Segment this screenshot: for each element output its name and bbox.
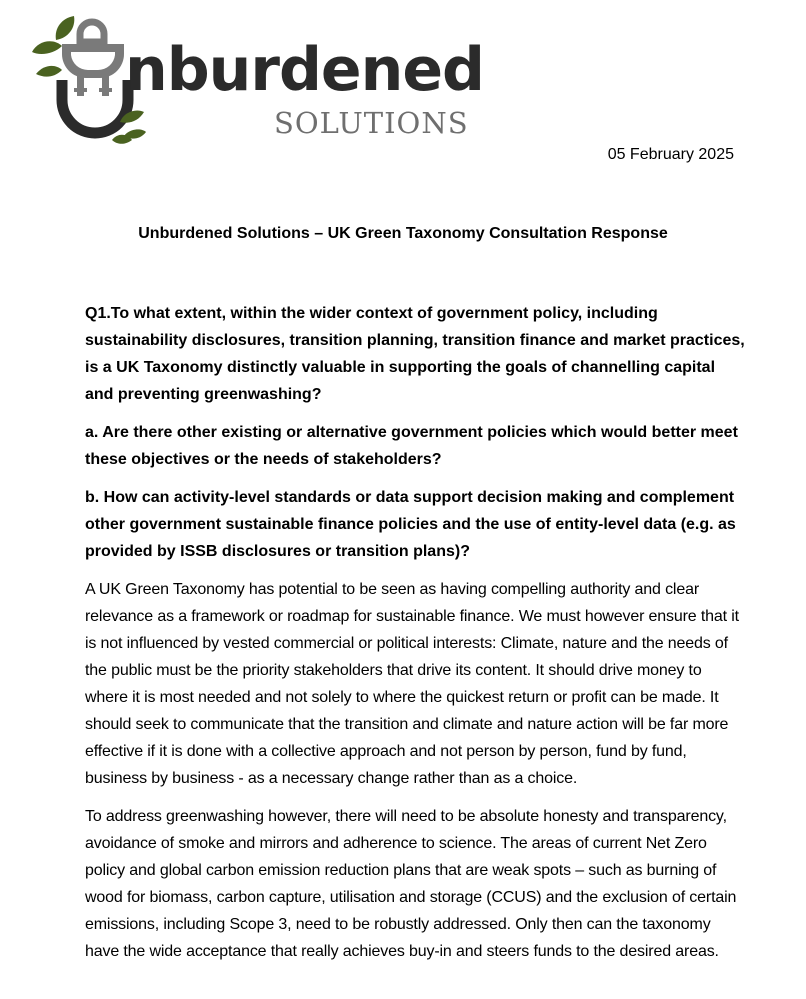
logo-subtitle: SOLUTIONS <box>274 106 469 140</box>
response-paragraph: To address greenwashing however, there will need to be absolute honesty and transparency, avoidance of smoke and mirrors and adherence to science. The areas of current Net Zero policy and global carbon emission reduction plans that are weak spots – such as burning of wood for biomass, carbon capture, utilisation and storage (CCUS) and the exclusion of certain emissions, including Scope 3, need to be robustly addressed. Only then can the taxonomy have the wide acceptance that really achieves buy-in and steers funds to the desired areas. <box>85 808 737 960</box>
question-a: a. Are there other existing or alternative government policies which would better meet these objectives or the needs of stakeholders? <box>85 424 738 468</box>
question-q1: Q1.To what extent, within the wider context of government policy, including sustainability disclosures, transition planning, transition finance and market practices, is a UK Taxonomy distinctly valuable in supporting the goals of channelling capital and preventing greenwashing? <box>85 305 745 403</box>
document-date: 05 February 2025 <box>607 146 734 163</box>
logo-wordmark: nburdened <box>125 35 484 105</box>
question-b: b. How can activity-level standards or data support decision making and complement other government sustainable finance policies and the use of entity-level data (e.g. as provided by ISSB disclosures or transition plans)? <box>85 489 736 560</box>
response-paragraph: A UK Green Taxonomy has potential to be seen as having compelling authority and clear relevance as a framework or roadmap for sustainable finance. We must however ensure that it is not influenced by vested commercial or political interests: Climate, nature and the needs of the public must be the priority stakeholders that drive its content. It should drive money to where it is most needed and not solely to where the quickest return or profit can be made. It should seek to communicate that the transition and climate and nature action will be far more effective if it is done with a collective approach and not person by person, fund by fund, business by business - as a necessary change rather than as a choice. <box>85 581 739 787</box>
company-logo <box>24 12 484 147</box>
document-body <box>85 300 745 976</box>
document-title: Unburdened Solutions – UK Green Taxonomy Consultation Response <box>138 225 668 242</box>
